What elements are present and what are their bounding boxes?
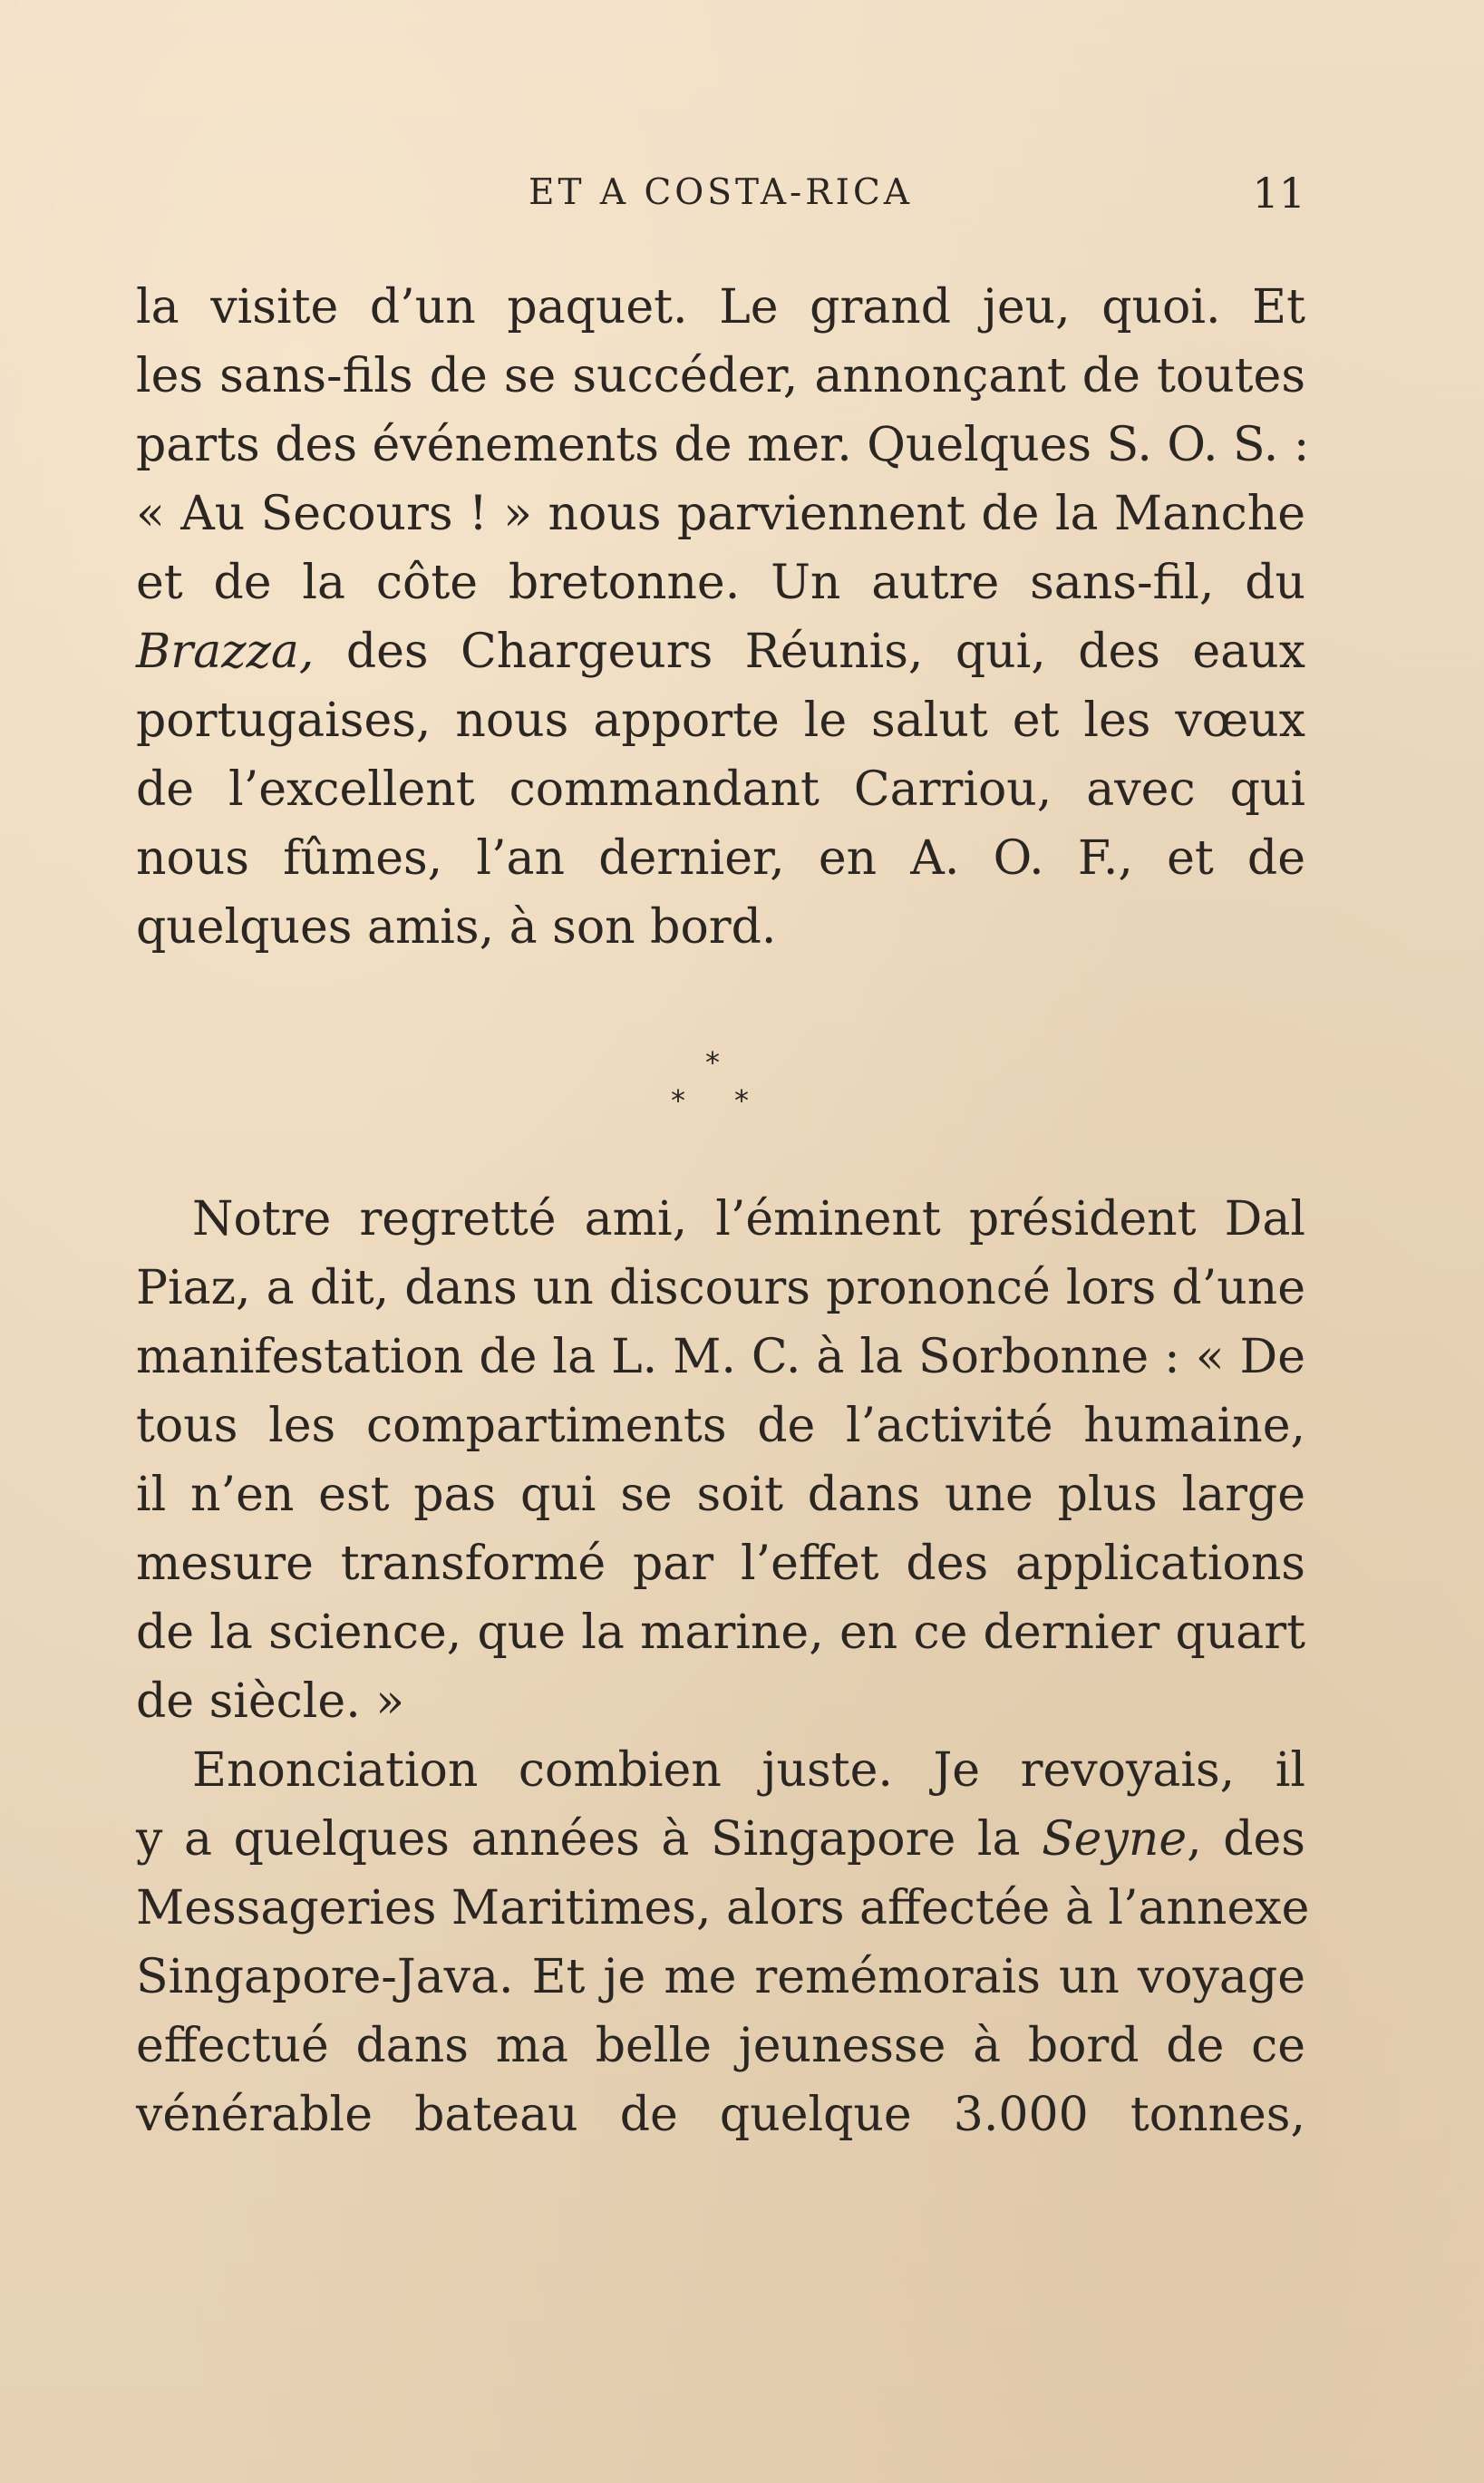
text-line: la visite d’un paquet. Le grand jeu, quoi. Et bbox=[136, 280, 1305, 335]
paragraph-2-and-3 bbox=[136, 1185, 1310, 2149]
text-line: « Au Secours ! » nous parviennent de la Manche bbox=[136, 487, 1305, 541]
text-line: portugaises, nous apporte le salut et les vœux bbox=[136, 693, 1305, 748]
text-line: et de la côte bretonne. Un autre sans-fil, du bbox=[136, 556, 1305, 610]
ship-name-brazza: Brazza, bbox=[136, 625, 315, 679]
text-line: il n’en est pas qui se soit dans une plus large bbox=[136, 1468, 1305, 1522]
text-line: Enonciation combien juste. Je revoyais, il bbox=[192, 1743, 1305, 1798]
text-line: manifestation de la L. M. C. à la Sorbonne : « De bbox=[136, 1330, 1305, 1384]
text-line-fragment: y a quelques années à Singapore la bbox=[136, 1812, 1021, 1867]
text-line: Messageries Maritimes, alors affectée à l’annexe bbox=[136, 1881, 1310, 1935]
asterism-star-icon: * bbox=[671, 1083, 685, 1118]
running-head bbox=[136, 166, 1305, 220]
text-line-fragment: , des bbox=[1187, 1812, 1305, 1867]
text-line-fragment: des Chargeurs Réunis, qui, des eaux bbox=[345, 625, 1305, 679]
text-line: de l’excellent commandant Carriou, avec qui bbox=[136, 762, 1305, 817]
text-line: tous les compartiments de l’activité humaine, bbox=[136, 1399, 1305, 1453]
text-line: parts des événements de mer. Quelques S. O. S. : bbox=[136, 418, 1310, 472]
text-line: les sans-fils de se succéder, annonçant de toutes bbox=[136, 349, 1305, 403]
asterism-star-icon: * bbox=[705, 1045, 720, 1080]
running-title: ET A COSTA-RICA bbox=[529, 172, 913, 213]
ship-name-seyne: Seyne bbox=[1042, 1812, 1188, 1867]
text-line: Singapore-Java. Et je me remémorais un voyage bbox=[136, 1950, 1305, 2004]
text-line-with-ship-name bbox=[136, 617, 1305, 686]
text-line: de siècle. » bbox=[136, 1674, 405, 1729]
text-line: Piaz, a dit, dans un discours prononcé lors d’une bbox=[136, 1261, 1305, 1315]
asterism-star-icon: * bbox=[734, 1083, 749, 1118]
page-number: 11 bbox=[1252, 169, 1305, 218]
text-line: de la science, que la marine, en ce dernier quart bbox=[136, 1605, 1305, 1660]
text-line-with-ship-name bbox=[136, 1805, 1305, 1874]
text-line: vénérable bateau de quelque 3.000 tonnes, bbox=[136, 2088, 1305, 2142]
text-line: quelques amis, à son bord. bbox=[136, 900, 777, 955]
text-line: nous fûmes, l’an dernier, en A. O. F., et de bbox=[136, 831, 1305, 886]
text-line: effectué dans ma belle jeunesse à bord de ce bbox=[136, 2019, 1305, 2073]
paragraph-1 bbox=[136, 273, 1310, 962]
text-line: mesure transformé par l’effet des applications bbox=[136, 1537, 1305, 1591]
section-break-asterism bbox=[0, 1033, 1484, 1142]
text-line: Notre regretté ami, l’éminent président Dal bbox=[192, 1192, 1305, 1246]
